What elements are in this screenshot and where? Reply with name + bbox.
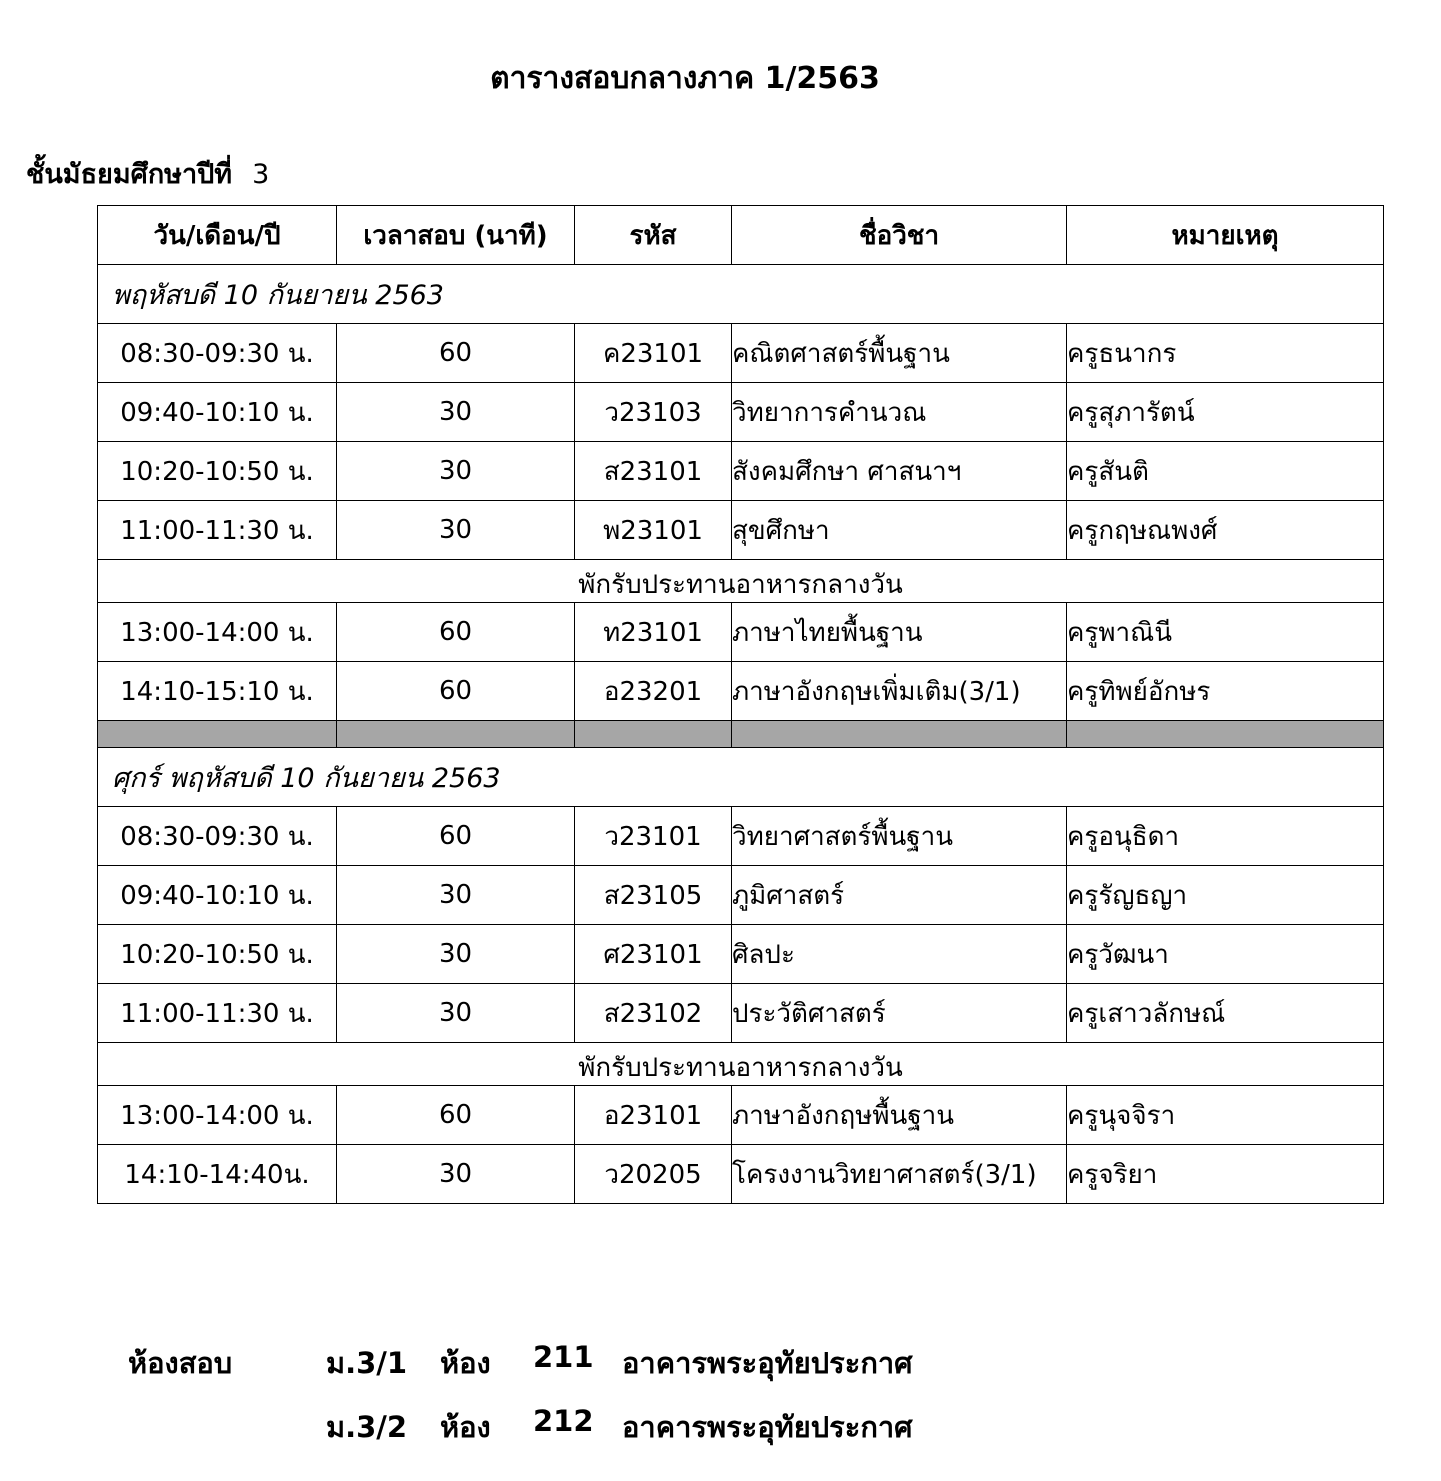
cell-time: 11:00-11:30 น. xyxy=(98,501,337,560)
room-building: อาคารพระอุทัยประกาศ xyxy=(622,1346,913,1380)
cell-time: 09:40-10:10 น. xyxy=(98,383,337,442)
cell-subject: วิทยาศาสตร์พื้นฐาน xyxy=(732,807,1067,866)
cell-code: ส23105 xyxy=(575,866,732,925)
separator-cell xyxy=(1067,721,1384,748)
cell-subject: โครงงานวิทยาศาสตร์(3/1) xyxy=(732,1145,1067,1204)
exam-schedule-table xyxy=(97,205,1384,1204)
cell-subject: สังคมศึกษา ศาสนาฯ xyxy=(732,442,1067,501)
day-row xyxy=(98,265,1384,324)
cell-duration: 30 xyxy=(337,1145,575,1204)
exam-rooms xyxy=(128,1340,1128,1468)
cell-subject: ภาษาอังกฤษเพิ่มเติม(3/1) xyxy=(732,662,1067,721)
cell-time: 09:40-10:10 น. xyxy=(98,866,337,925)
cell-teacher: ครูรัญธญา xyxy=(1067,866,1384,925)
header-row xyxy=(98,206,1384,265)
separator-cell xyxy=(337,721,575,748)
cell-duration: 30 xyxy=(337,866,575,925)
cell-duration: 30 xyxy=(337,925,575,984)
table-row xyxy=(98,1145,1384,1204)
cell-code: ว20205 xyxy=(575,1145,732,1204)
header-date: วัน/เดือน/ปี xyxy=(98,206,337,265)
cell-time: 11:00-11:30 น. xyxy=(98,984,337,1043)
table-row xyxy=(98,984,1384,1043)
room-word: ห้อง xyxy=(440,1346,491,1380)
separator-cell xyxy=(575,721,732,748)
cell-time: 14:10-15:10 น. xyxy=(98,662,337,721)
cell-duration: 30 xyxy=(337,501,575,560)
cell-teacher: ครูกฤษณพงศ์ xyxy=(1067,501,1384,560)
table-row xyxy=(98,383,1384,442)
cell-code: ท23101 xyxy=(575,603,732,662)
cell-code: ค23101 xyxy=(575,324,732,383)
cell-duration: 60 xyxy=(337,662,575,721)
table-row xyxy=(98,442,1384,501)
cell-teacher: ครูจริยา xyxy=(1067,1145,1384,1204)
room-number: 212 xyxy=(533,1404,594,1438)
cell-subject: ประวัติศาสตร์ xyxy=(732,984,1067,1043)
cell-code: อ23101 xyxy=(575,1086,732,1145)
table-row xyxy=(98,807,1384,866)
cell-subject: ภาษาอังกฤษพื้นฐาน xyxy=(732,1086,1067,1145)
cell-code: ว23101 xyxy=(575,807,732,866)
separator-row xyxy=(98,721,1384,748)
cell-subject: ภูมิศาสตร์ xyxy=(732,866,1067,925)
cell-teacher: ครูสุภารัตน์ xyxy=(1067,383,1384,442)
separator-cell xyxy=(98,721,337,748)
cell-duration: 60 xyxy=(337,1086,575,1145)
room-line xyxy=(128,1404,1128,1468)
grade-level-label: ชั้นมัธยมศึกษาปีที่ xyxy=(26,159,233,190)
cell-duration: 30 xyxy=(337,984,575,1043)
cell-time: 10:20-10:50 น. xyxy=(98,925,337,984)
grade-level xyxy=(26,152,269,195)
separator-cell xyxy=(732,721,1067,748)
grade-level-value: 3 xyxy=(252,159,270,190)
header-subject: ชื่อวิชา xyxy=(732,206,1067,265)
cell-time: 08:30-09:30 น. xyxy=(98,324,337,383)
cell-duration: 60 xyxy=(337,324,575,383)
cell-code: ส23101 xyxy=(575,442,732,501)
table-row xyxy=(98,1086,1384,1145)
cell-time: 08:30-09:30 น. xyxy=(98,807,337,866)
lunch-label: พักรับประทานอาหารกลางวัน xyxy=(98,560,1384,603)
lunch-label: พักรับประทานอาหารกลางวัน xyxy=(98,1043,1384,1086)
header-note: หมายเหตุ xyxy=(1067,206,1384,265)
cell-duration: 60 xyxy=(337,603,575,662)
cell-teacher: ครูพาณินี xyxy=(1067,603,1384,662)
header-duration: เวลาสอบ (นาที) xyxy=(337,206,575,265)
cell-code: ว23103 xyxy=(575,383,732,442)
cell-code: อ23201 xyxy=(575,662,732,721)
cell-duration: 60 xyxy=(337,807,575,866)
cell-teacher: ครูนุจจิรา xyxy=(1067,1086,1384,1145)
table-row xyxy=(98,501,1384,560)
cell-time: 13:00-14:00 น. xyxy=(98,603,337,662)
day-row xyxy=(98,748,1384,807)
table-row xyxy=(98,662,1384,721)
day-label: พฤหัสบดี 10 กันยายน 2563 xyxy=(98,265,1384,324)
cell-subject: ศิลปะ xyxy=(732,925,1067,984)
room-word: ห้อง xyxy=(440,1410,491,1444)
page-title: ตารางสอบกลางภาค 1/2563 xyxy=(490,61,880,96)
cell-subject: ภาษาไทยพื้นฐาน xyxy=(732,603,1067,662)
cell-teacher: ครูอนุธิดา xyxy=(1067,807,1384,866)
day-label: ศุกร์ พฤหัสบดี 10 กันยายน 2563 xyxy=(98,748,1384,807)
cell-teacher: ครูทิพย์อักษร xyxy=(1067,662,1384,721)
cell-time: 10:20-10:50 น. xyxy=(98,442,337,501)
cell-code: พ23101 xyxy=(575,501,732,560)
cell-code: ศ23101 xyxy=(575,925,732,984)
room-class: ม.3/2 xyxy=(326,1410,408,1444)
cell-subject: คณิตศาสตร์พื้นฐาน xyxy=(732,324,1067,383)
cell-duration: 30 xyxy=(337,442,575,501)
cell-teacher: ครูธนากร xyxy=(1067,324,1384,383)
table-row xyxy=(98,866,1384,925)
room-number: 211 xyxy=(533,1340,594,1374)
cell-time: 14:10-14:40น. xyxy=(98,1145,337,1204)
cell-teacher: ครูวัฒนา xyxy=(1067,925,1384,984)
table-row xyxy=(98,925,1384,984)
rooms-label: ห้องสอบ xyxy=(128,1346,233,1380)
lunch-row xyxy=(98,560,1384,603)
table-row xyxy=(98,603,1384,662)
cell-duration: 30 xyxy=(337,383,575,442)
cell-code: ส23102 xyxy=(575,984,732,1043)
room-class: ม.3/1 xyxy=(326,1346,408,1380)
room-line xyxy=(128,1340,1128,1404)
cell-subject: สุขศึกษา xyxy=(732,501,1067,560)
cell-teacher: ครูสันติ xyxy=(1067,442,1384,501)
header-code: รหัส xyxy=(575,206,732,265)
lunch-row xyxy=(98,1043,1384,1086)
cell-teacher: ครูเสาวลักษณ์ xyxy=(1067,984,1384,1043)
cell-subject: วิทยาการคำนวณ xyxy=(732,383,1067,442)
cell-time: 13:00-14:00 น. xyxy=(98,1086,337,1145)
room-building: อาคารพระอุทัยประกาศ xyxy=(622,1410,913,1444)
table-row xyxy=(98,324,1384,383)
